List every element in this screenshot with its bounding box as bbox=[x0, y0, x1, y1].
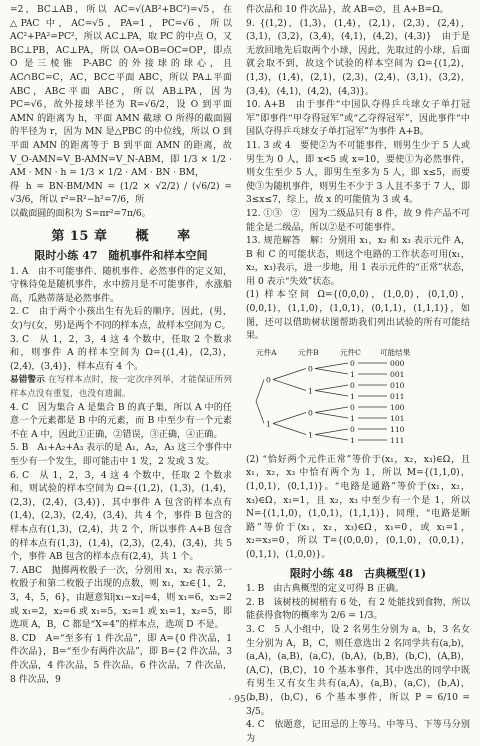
tree-branch bbox=[315, 429, 348, 435]
section-heading-48: 限时小练 48 古典概型(1) bbox=[289, 566, 427, 580]
page-number: · 95 · bbox=[228, 695, 252, 706]
tree-outcome: 010 bbox=[390, 380, 405, 390]
tree-node-b: 1 bbox=[308, 386, 313, 396]
answer-item: 2. C 由于两个小孩出生有先后的顺序，因此，(男，女)与(女，男)是两个不同的样本点，故样本空间为 C。 bbox=[10, 307, 232, 332]
chapter-name-2: 率 bbox=[177, 228, 191, 244]
tree-node-c: 1 bbox=[350, 435, 355, 445]
right-column bbox=[246, 4, 470, 746]
answer-item: 1. A 由不可能事件、随机事件、必然事件的定义知，守株待兔是随机事件，水中捞月是不可能事件，水涨船高，瓜熟蒂落是必然事件。 bbox=[10, 266, 232, 304]
note-text: 在写样本点时，按一定次序列举，才能保证所列样本点没有重复，也没有遗漏。 bbox=[10, 375, 232, 400]
answer-item: 6. C 从 1，2，3，4 这 4 个数中，任取 2 个数求和，则试验的样本空间为 Ω={(1,2)，(1,3)，(1,4)，(2,3)，(2,4)，(3,4)}，其中事件 A 包含的样本点有(1,4)，(2,3)，(2,4)，(3,4)，共 4 个，事件 B 包含的样本点有(1,3)，(2,4)，共 2 个，所以事件 A+B 包含的样本点有(1,3)，(1,4)，(2,3)，(2,4)，(3,4)，共 5 个，事件 AB 包含的样本点有(2,4)，共 1 个。 bbox=[10, 470, 232, 563]
tree-node-a: 0 bbox=[266, 375, 271, 385]
tree-node-c: 1 bbox=[350, 369, 355, 379]
tree-node-c: 0 bbox=[350, 424, 355, 434]
answer-item: 9. {(1,2)，(1,3)，(1,4)，(2,1)，(2,3)，(2,4)，(3,1)，(3,2)，(3,4)，(4,1)，(4,2)，(4,3)} 由于是无放回地先后取两个小球，因此，先取过的小球，后面就会取不到，故这个试验的样本空间为 Ω={(1,2)，(1,3)，(1,4)，(2,1)，(2,3)，(2,4)，(3,1)，(3,2)，(3,4)，(4,1)，(4,2)，(4,3)}。 bbox=[246, 18, 470, 97]
answer-item: (1) 样本空间 Ω={(0,0,0)，(1,0,0)，(0,1,0)，(0,0,1)，(1,1,0)，(1,0,1)，(0,1,1)，(1,1,1)}，如图，还可以借助树状图帮助我们列出试验的所有可能结果。 bbox=[246, 290, 470, 342]
solution-result: 以截面圆的面积为 S=πr²=7π/6。 bbox=[10, 208, 151, 219]
tree-node-c: 0 bbox=[350, 380, 355, 390]
chapter-name-1: 概 bbox=[135, 228, 150, 244]
answer-item: 8. CD A=“至多有 1 件次品”，即 A={0 件次品，1 件次品}，B=“至少有两件次品”，即 B={2 件次品，3 件次品，4 件次品，5 件次品，6 件次品，7 件次品，8 件次品，9 bbox=[10, 633, 232, 685]
tree-outcome: 001 bbox=[390, 369, 405, 379]
answer-item: 2. B 该树枝的树梢有 6 处，有 2 处能找到食物，所以能获得食物的概率为 2/6 = 1/3。 bbox=[246, 597, 470, 622]
tree-node-c: 0 bbox=[350, 358, 355, 368]
answer-item: 4. C 依题意，记田忌的上等马、中等马、下等马分别为 bbox=[246, 720, 470, 744]
tree-node-b: 0 bbox=[308, 364, 313, 374]
left-column bbox=[10, 4, 232, 687]
tree-outcome: 111 bbox=[390, 435, 405, 445]
tree-branch bbox=[273, 412, 306, 423]
answer-item: 件次品和 10 件次品}，故 AB=∅，且 A+B=Ω。 bbox=[246, 5, 449, 15]
tree-branch bbox=[315, 407, 348, 413]
answer-item: 5. B A₁+A₂+A₃ 表示的是 A₁，A₂，A₃ 这三个事件中至少有一个发生，即可能击中 1 发，2 发或 3 发。 bbox=[10, 443, 232, 467]
answer-item: 11. 3 或 4 要使②为不可能事件，则男生少于 5 人或男生为 0 人，即 x<5 或 x=10，要使①为必然事件，则女生至少 5 人，即男生至多为 5 人，即 x≤5，而要使③为随机事件，则男生不少于 3 人且不多于 7 人，即 3≤x≤7，综上，故 x 的可能值为 3 或 4。 bbox=[246, 140, 470, 206]
answer-item: 1. B 由古典概型的定义可得 B 正确。 bbox=[246, 584, 405, 595]
tree-outcome: 100 bbox=[390, 402, 405, 412]
tree-branch bbox=[256, 379, 264, 401]
tree-branch bbox=[273, 368, 306, 379]
solution-formula-line: 得 h = BN·BM/MN = (1/2 × √2/2) / (√6/2) = √3/6，所以 r²=R²−h²=7/6，所 bbox=[10, 181, 232, 206]
tree-branch bbox=[256, 401, 264, 423]
tree-outcome: 000 bbox=[390, 358, 405, 368]
tree-outcome: 110 bbox=[390, 424, 405, 434]
answer-item: (2) “恰好两个元件正常”等价于(x₁，x₂，x₃)∈Ω，且 x₁，x₂，x₃ 中恰有两个为 1，所以 M={(1,1,0)，(1,0,1)，(0,1,1)}。“电路是通路”等价于(x₁，x₂，x₃)∈Ω，x₁=1，且 x₂，x₃ 中至少有一个是 1，所以 N={(1,1,0)，(1,0,1)，(1,1,1)}，同理，“电路是断路”等价于(x₁，x₂，x₃)∈Ω，x₁=0，或 x₁=1，x₂=x₃=0，所以 T={(0,0,0)，(0,1,0)，(0,0,1)，(0,1,1)，(1,0,0)}。 bbox=[246, 454, 470, 560]
chapter-number: 第 15 章 bbox=[51, 228, 108, 244]
tree-node-c: 1 bbox=[350, 413, 355, 423]
answer-item: 13. 规范解答 解：分别用 x₁，x₂ 和 x₃ 表示元件 A，B 和 C 的可能状态，则这个电路的工作状态可用(x₁，x₂，x₃)表示，进一步地，用 1 表示元件的“正常”状态，用 0 表示“失效”状态。 bbox=[246, 236, 470, 287]
tree-branch bbox=[273, 423, 306, 434]
tree-diagram bbox=[254, 347, 454, 451]
solution-continued: =2，BC⊥AB，所以 AC=√(AB²+BC²)=√5，在△PAC 中，AC=√5，PA=1，PC=√6，所以 AC²+PA²=PC²，所以 AC⊥PA，取 PC 的中点 O，又 BC⊥PB，AC⊥PA，所以 OA=OB=OC=OP，即点 O 是三棱锥 P-ABC 的外接球的球心，且 AC∩BC=C，AC，BC⊂平面 ABC，所以 PA⊥平面 ABC，AB⊂平面 ABC，所以 AB⊥PA，因为 PC=√6，故外接球半径为 R=√6/2，设 O 到平面 AMN 的距离为 h，平面 AMN 截球 O 所得的截面圆的半径为 r，因为 MN 是△PBC 的中位线，所以 O 到平面 AMN 的距离等于 B 到平面 AMN 的距离，故 V_O-AMN=V_B-AMN=V_N-ABM，即 1/3 × 1/2 · AM · MN · h = 1/3 × 1/2 · AM · BN · BM， bbox=[10, 5, 232, 179]
tree-node-c: 0 bbox=[350, 402, 355, 412]
tree-node-b: 0 bbox=[308, 408, 313, 418]
answer-item: 3. C 从 1，2，3，4 这 4 个数中，任取 2 个数求和，则事件 A 的样本空间为 Ω={(1,4)，(2,3)，(2,4)，(3,4)}，样本点有 4 个。 bbox=[10, 334, 232, 372]
tree-header-result: 可能结果 bbox=[380, 347, 411, 357]
answer-item: 3. C 5 人小组中，设 2 名男生分别为 a，b，3 名女生分别为 A，B，C，则任意选出 2 名同学共有(a,b)，(a,A)，(a,B)，(a,C)，(b,A)，(b,B)，(b,C)，(A,B)，(A,C)，(B,C)，10 个基本事件，其中选出的同学中既有男生又有女生共有(a,A)，(a,B)，(a,C)，(b,A)，(b,B)，(b,C)，6 个基本事件，所以 P = 6/10 = 3/5。 bbox=[246, 624, 470, 717]
answer-item: 12. ①③ ② 因为二级品只有 8 件，故 9 件产品不可能全是二级品，所以②是不可能事件。 bbox=[246, 208, 470, 233]
error-warning-note bbox=[10, 374, 232, 401]
note-tag: 易错警示 bbox=[10, 375, 46, 386]
tree-node-b: 1 bbox=[308, 430, 313, 440]
tree-outcome: 101 bbox=[390, 413, 405, 423]
tree-header-c: 元件C bbox=[340, 347, 361, 357]
answer-item: 10. A+B 由于事件“中国队夺得乒乓球女子单打冠军”即事件“甲夺得冠军”或“乙夺得冠军”，因此事件“中国队夺得乒乓球女子单打冠军”为事件 A+B。 bbox=[246, 100, 470, 138]
tree-branch bbox=[273, 379, 306, 390]
answer-item: 7. ABC 抛掷两枚骰子一次，分别用 x₁，x₂ 表示第一枚骰子和第二枚骰子出现的点数，则 x₁，x₂∈{1，2，3，4，5，6}，由题意知|x₁−x₂|=4，则 x₁=6，x₂=2 或 x₁=2，x₂=6 或 x₁=5，x₂=1 或 x₁=1，x₂=5，即选项 A，B，C 都是“X=4”的样本点，选项 D 不是。 bbox=[10, 565, 232, 631]
tree-branch bbox=[315, 368, 348, 374]
tree-outcome: 011 bbox=[390, 391, 405, 401]
tree-header-a: 元件A bbox=[256, 347, 277, 357]
tree-node-c: 1 bbox=[350, 391, 355, 401]
section-heading-47: 限时小练 47 随机事件和样本空间 bbox=[34, 249, 208, 263]
tree-branch bbox=[315, 385, 348, 391]
chapter-heading bbox=[10, 230, 232, 244]
tree-branch bbox=[315, 412, 348, 418]
tree-branch bbox=[315, 434, 348, 440]
tree-branch bbox=[315, 363, 348, 369]
tree-header-b: 元件B bbox=[298, 347, 319, 357]
tree-branch bbox=[315, 390, 348, 396]
tree-node-a: 1 bbox=[266, 419, 271, 429]
answer-item: 4. C 因为集合 A 是集合 B 的真子集，所以 A 中的任意一个元素都是 B 中的元素，而 B 中至少有一个元素不在 A 中，因此①正确，②错误，③正确，④正确。 bbox=[10, 402, 232, 440]
